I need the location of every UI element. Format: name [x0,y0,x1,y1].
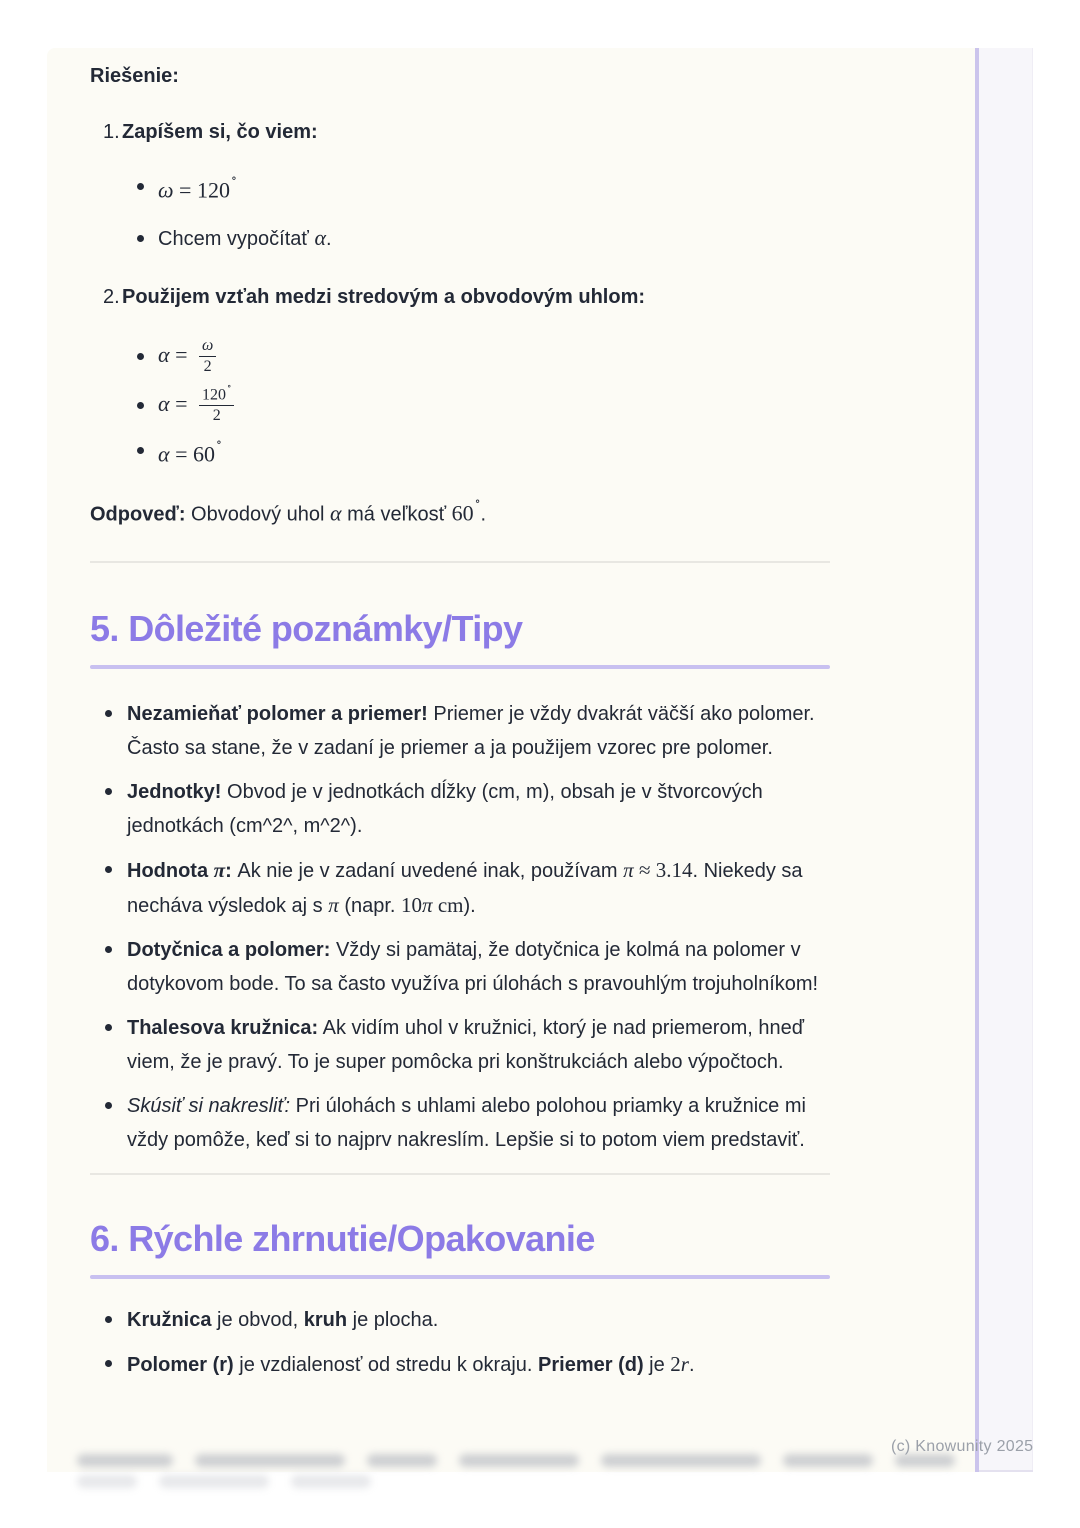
formula-alpha-120-half: α = $\frac{120^\circ}{2}$ [158,385,234,426]
tip-hodnota-pi: Hodnota π: Ak nie je v zadaní uvedené inak, používam π ≈ 3.14. Niekedy sa necháva výsledok aj s π (napr. 10π cm). [90,853,830,923]
answer-line: Odpoveď: Obvodový uhol α má veľkosť 60∘. [90,494,487,527]
bullet-dot [137,402,144,409]
answer-label: Odpoveď: [90,504,186,527]
bullet-dot [105,866,112,873]
blur-fragment [783,1454,873,1467]
step-2-bullets [137,337,830,470]
bullet-dot [137,183,144,190]
section-6-bullets [90,1303,830,1382]
section-5-underline [90,665,830,669]
solution-heading: Riešenie: [90,65,179,87]
blur-fragment [77,1475,137,1488]
section-5-title: 5. Dôležité poznámky/Tipy [90,608,523,650]
formula-alpha-omega-half: α = $\frac{\omega}{2}$ [158,337,216,377]
bullet-dot [137,235,144,242]
pi-symbol: π [422,893,433,918]
bullet-dot [105,946,112,953]
next-page-strip [979,48,1033,1472]
bullet-dot [105,788,112,795]
step-number: 2. [103,285,120,308]
tip-jednotky: Jednotky! Obvod je v jednotkách dĺžky (cm, m), obsah je v štvorcových jednotkách (cm^2^, m^2^). [90,775,830,843]
blur-fragment [159,1475,269,1488]
solution-step-1 [103,118,830,146]
tip-thalesova: Thalesova kružnica: Ak vidím uhol v kružnici, ktorý je nad priemerom, hneď viem, že je pravý. To je super pomôcka pri konštrukciách alebo výpočtoch. [90,1011,830,1079]
blur-fragment [77,1454,173,1467]
solution-step-2 [103,283,830,311]
step-number: 1. [103,121,120,143]
tip-polomer-priemer: Nezamieňať polomer a priemer! Priemer je vždy dvakrát väčší ako polomer. Často sa stane, že v zadaní je priemer a ja použijem vzorec pre polomer. [90,697,830,765]
section-6-title: 6. Rýchle zhrnutie/Opakovanie [90,1218,595,1260]
tip-nakreslit: Skúsiť si nakresliť: Pri úlohách s uhlami alebo polohou priamky a kružnice mi vždy pomôže, keď si to najprv nakreslím. Lepšie si to potom viem predstaviť. [90,1089,830,1157]
cut-off-text-blur [77,1454,957,1494]
document-page [47,48,975,1472]
pi-symbol: π [328,893,339,918]
blur-fragment [601,1454,761,1467]
bullet-chcem [137,224,830,253]
bullet-text: Chcem vypočítať α. [158,224,332,250]
step-1-bullets [137,172,830,253]
degree-symbol: ∘ [230,171,237,185]
page-content [47,48,975,1382]
watermark: (c) Knowunity 2025 [891,1438,1034,1455]
bullet-dot [105,1316,112,1323]
formula-result: α = 60∘ [158,434,222,467]
summary-polomer: Polomer (r) je vzdialenosť od stredu k okraju. Priemer (d) je 2r. [90,1347,830,1382]
bullet-formula-1 [137,337,830,377]
bullet-formula-2 [137,380,830,426]
step-title: Použijem vzťah medzi stredovým a obvodovým uhlom: [122,285,646,308]
bullet-dot [105,1102,112,1109]
pi-symbol: π [213,858,226,883]
section-divider [90,1173,830,1175]
bullet-result [137,436,830,470]
blur-fragment [195,1454,345,1467]
blur-fragment [291,1475,371,1488]
bullet-dot [105,710,112,717]
bullet-dot [137,447,144,454]
step-title: Zapíšem si, čo viem: [122,121,318,143]
fraction: $\frac{120^\circ}{2}$ [199,385,234,426]
summary-kruznica: Kružnica je obvod, kruh je plocha. [90,1303,830,1337]
degree-symbol: ∘ [474,494,481,509]
tip-dotycnica: Dotyčnica a polomer: Vždy si pamätaj, že dotyčnica je kolmá na polomer v dotykovom bode. To sa často využíva pri úlohách s pravouhlým trojuholníkom! [90,933,830,1001]
pi-symbol: π [623,858,634,883]
blur-fragment [459,1454,579,1467]
formula-omega: ω = 120∘ [158,171,237,203]
section-divider [90,561,830,563]
bullet-dot [105,1024,112,1031]
fraction: $\frac{\omega}{2}$ [199,337,216,377]
section-5-bullets [90,697,830,1157]
section-6-underline [90,1275,830,1279]
blur-fragment [367,1454,437,1467]
bullet-dot [137,353,144,360]
degree-symbol: ∘ [215,434,222,449]
bullet-dot [105,1360,112,1367]
degree-symbol: ∘ [226,380,232,391]
bullet-omega [137,172,830,206]
